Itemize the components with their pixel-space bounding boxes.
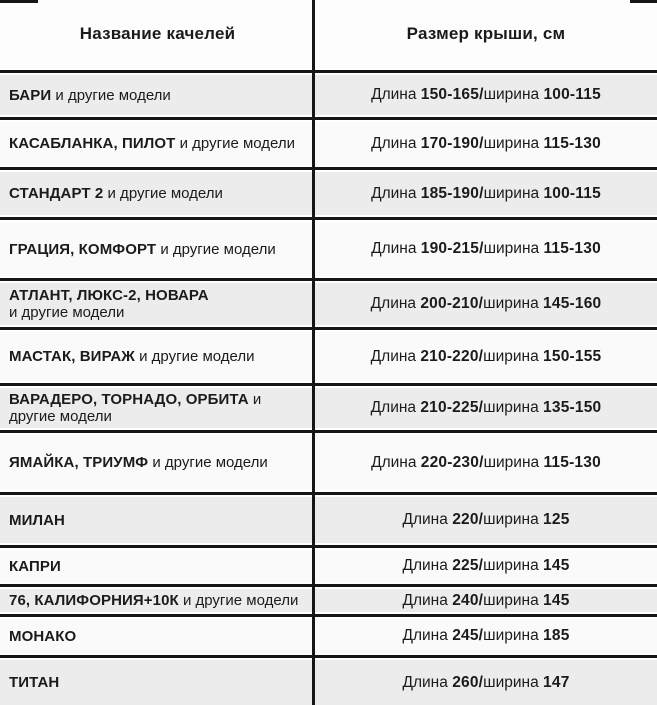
model-name-cell	[0, 332, 315, 381]
table-row	[0, 550, 657, 582]
slash-separator: /	[478, 673, 484, 691]
model-name: МАСТАК, ВИРАЖ	[9, 348, 135, 365]
width-value: 115-130	[543, 134, 601, 152]
length-label: Длина	[371, 240, 417, 257]
slash-separator: /	[478, 557, 484, 574]
length-value: 210-225	[420, 399, 479, 416]
slash-separator: /	[479, 240, 484, 257]
model-name: МИЛАН	[9, 511, 65, 529]
length-value: 170-190	[420, 134, 480, 152]
width-value: 145	[543, 591, 570, 609]
width-value: 100-115	[543, 184, 601, 202]
model-suffix: и другие модели	[55, 86, 171, 104]
row-separator	[0, 215, 657, 222]
top-border-right	[630, 0, 657, 3]
roof-size-cell	[315, 172, 657, 215]
width-label: ширина	[483, 591, 539, 609]
width-label: ширина	[483, 511, 539, 528]
model-name-cell	[0, 497, 315, 543]
length-label: Длина	[402, 511, 448, 528]
length-label: Длина	[371, 134, 417, 152]
model-name-cell	[0, 388, 315, 428]
row-separator	[0, 68, 657, 75]
model-name-cell	[0, 435, 315, 490]
model-name: БАРИ	[9, 86, 52, 104]
table-row	[0, 75, 657, 115]
length-label: Длина	[370, 295, 417, 312]
table-row	[0, 332, 657, 381]
table-row	[0, 619, 657, 653]
model-name-cell	[0, 619, 315, 653]
roof-size-cell	[315, 283, 657, 325]
length-label: Длина	[371, 453, 417, 471]
model-name-cell	[0, 550, 315, 582]
row-separator	[0, 381, 657, 388]
slash-separator: /	[478, 591, 484, 609]
roof-size-cell	[315, 619, 657, 653]
table-row	[0, 589, 657, 612]
row-separator	[0, 115, 657, 122]
table-row	[0, 660, 657, 705]
roof-size-cell	[315, 589, 657, 612]
length-label: Длина	[370, 347, 417, 365]
model-name: ЯМАЙКА, ТРИУМФ	[9, 454, 149, 471]
model-name-cell	[0, 222, 315, 276]
width-value: 100-115	[543, 86, 601, 103]
roof-size-cell	[315, 222, 657, 276]
model-name: ГРАЦИЯ, КОМФОРТ	[9, 240, 157, 258]
roof-size-cell	[315, 122, 657, 165]
width-label: ширина	[483, 240, 540, 257]
width-label: ширина	[483, 673, 539, 691]
length-label: Длина	[402, 557, 448, 574]
length-value: 240	[452, 591, 479, 609]
length-value: 190-215	[420, 240, 480, 257]
table-header	[0, 0, 657, 68]
width-label: ширина	[483, 399, 539, 416]
table-row	[0, 122, 657, 165]
width-value: 135-150	[543, 399, 602, 416]
model-name: ВАРАДЕРО, ТОРНАДО, ОРБИТА	[9, 391, 249, 408]
table-row	[0, 497, 657, 543]
width-value: 115-130	[543, 453, 601, 471]
width-label: ширина	[483, 557, 539, 574]
header-col-name: Название качелей	[79, 24, 236, 43]
row-separator	[0, 653, 657, 660]
width-label: ширина	[483, 134, 540, 152]
top-border-left	[0, 0, 38, 3]
table-row	[0, 283, 657, 325]
table-row	[0, 388, 657, 428]
model-name: МОНАКО	[9, 627, 77, 645]
slash-separator: /	[478, 295, 484, 312]
model-name: 76, КАЛИФОРНИЯ+10К	[9, 592, 179, 609]
width-value: 145	[543, 557, 570, 574]
model-name-cell	[0, 172, 315, 215]
slash-separator: /	[479, 453, 484, 471]
slash-separator: /	[479, 134, 484, 152]
width-label: ширина	[483, 453, 540, 471]
length-value: 210-220	[420, 347, 479, 365]
model-name: СТАНДАРТ 2	[9, 185, 104, 202]
length-label: Длина	[402, 591, 448, 609]
length-value: 260	[452, 673, 479, 691]
width-label: ширина	[483, 347, 539, 365]
table-row	[0, 222, 657, 276]
roof-size-cell	[315, 435, 657, 490]
roof-size-cell	[315, 497, 657, 543]
length-value: 150-165	[420, 86, 480, 103]
model-suffix: и другие модели	[9, 391, 262, 425]
table-row	[0, 435, 657, 490]
width-value: 185	[543, 627, 570, 644]
slash-separator: /	[478, 627, 484, 644]
row-separator	[0, 428, 657, 435]
model-suffix: и другие модели	[179, 135, 296, 152]
model-suffix: и другие модели	[107, 185, 223, 202]
table-row	[0, 172, 657, 215]
model-suffix: и другие модели	[160, 240, 276, 258]
length-label: Длина	[371, 184, 417, 202]
width-value: 150-155	[543, 347, 602, 365]
model-name-cell	[0, 660, 315, 705]
length-label: Длина	[402, 627, 448, 644]
width-label: ширина	[483, 627, 539, 644]
row-separator	[0, 543, 657, 550]
column-divider	[312, 0, 315, 705]
length-label: Длина	[371, 86, 417, 103]
roof-size-cell	[315, 660, 657, 705]
row-separator	[0, 276, 657, 283]
length-value: 220-230	[420, 453, 480, 471]
width-value: 147	[543, 673, 570, 691]
roof-size-cell	[315, 388, 657, 428]
length-label: Длина	[370, 399, 417, 416]
model-name: АТЛАНТ, ЛЮКС-2, НОВАРА	[9, 287, 209, 304]
width-label: ширина	[483, 184, 540, 202]
width-value: 115-130	[543, 240, 601, 257]
model-suffix: и другие модели	[9, 304, 125, 321]
model-suffix: и другие модели	[182, 592, 299, 609]
length-value: 185-190	[420, 184, 480, 202]
roof-size-cell	[315, 332, 657, 381]
width-value: 145-160	[543, 295, 602, 312]
length-value: 200-210	[420, 295, 479, 312]
model-name: КАСАБЛАНКА, ПИЛОТ	[9, 135, 176, 152]
roof-size-cell	[315, 75, 657, 115]
length-value: 220	[452, 511, 479, 528]
row-separator	[0, 582, 657, 589]
slash-separator: /	[478, 347, 484, 365]
width-label: ширина	[483, 295, 539, 312]
length-value: 225	[452, 557, 479, 574]
slash-separator: /	[478, 511, 484, 528]
length-label: Длина	[402, 673, 448, 691]
width-label: ширина	[483, 86, 540, 103]
slash-separator: /	[478, 399, 484, 416]
roof-size-cell	[315, 550, 657, 582]
model-name-cell	[0, 283, 315, 325]
model-suffix: и другие модели	[152, 454, 268, 471]
slash-separator: /	[479, 86, 484, 103]
slash-separator: /	[479, 184, 484, 202]
model-name-cell	[0, 589, 315, 612]
model-name: КАПРИ	[9, 557, 61, 575]
row-separator	[0, 612, 657, 619]
model-name-cell	[0, 75, 315, 115]
length-value: 245	[452, 627, 479, 644]
width-value: 125	[543, 511, 570, 528]
row-separator	[0, 165, 657, 172]
row-separator	[0, 325, 657, 332]
row-separator	[0, 490, 657, 497]
model-name-cell	[0, 122, 315, 165]
header-col-size: Размер крыши, см	[406, 24, 566, 43]
model-suffix: и другие модели	[139, 348, 255, 365]
model-name: ТИТАН	[9, 674, 60, 691]
